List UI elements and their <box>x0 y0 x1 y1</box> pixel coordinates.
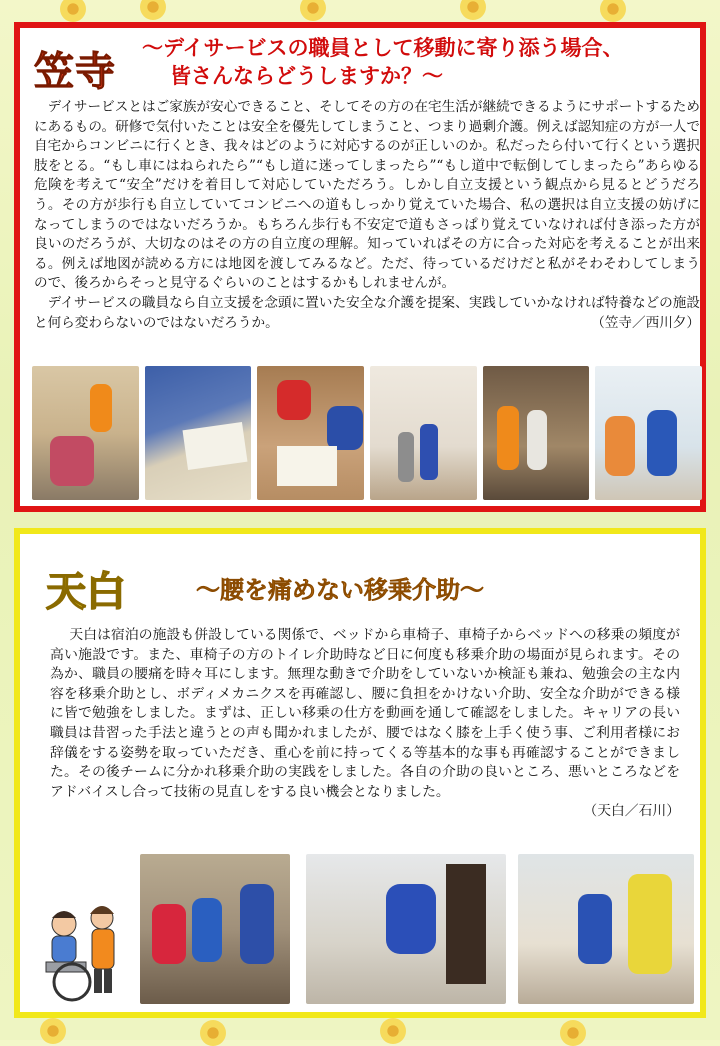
photo-strip <box>32 366 702 500</box>
photo-transfer-practice-2 <box>518 854 694 1004</box>
paragraph-text: デイサービスの職員なら自立支援を念頭に置いた安全な介護を提案、実践していかなければ特養などの施設と何ら変わらないのではないだろうか。 <box>34 294 700 331</box>
caregiver-wheelchair-illustration <box>40 894 132 1004</box>
flower-decoration <box>560 1020 586 1046</box>
article-body <box>50 626 680 822</box>
article-body <box>34 98 700 333</box>
section-title <box>142 34 624 90</box>
photo-corridor-walk <box>483 366 590 500</box>
flower-decoration <box>460 0 486 20</box>
section-kasadera <box>14 22 706 512</box>
flower-decoration <box>380 1018 406 1044</box>
photo-map-study <box>145 366 252 500</box>
flower-decoration <box>600 0 626 22</box>
title-line-2: 皆さんならどうしますか？～ <box>170 63 443 88</box>
photo-study-session <box>140 854 290 1004</box>
paragraph: 天白は宿泊の施設も併設している関係で、ベッドから車椅子、車椅子からベッドへの移乗の頻度が高い施設です。また、車椅子の方のトイレ介助時など日に何度も移乗介助の場面が見られます。その為か、職員の腰痛を時々耳にします。無理な動きで介助をしていないか検証も兼ね、勉強会の主な内容を移乗介助とし、ボディメカニクスを再確認し、腰に負担をかけない介助、安全な介助ができる様に皆で勉強をしました。まずは、正しい移乗の仕方を動画を通して確認をしました。キャリアの長い職員は昔習った手法と違うとの声も聞かれましたが、腰ではなく膝を上手く使う事、ご利用者様にお辞儀をする姿勢を取っていただき、重心を前に持ってくる等基本的な事も再確認することができました。その後チームに分かれ移乗介助の実践をしました。各自の介助の良いところ、悪いところなどをアドバイスし合って技術の見直しをする良い機会となりました。 <box>50 627 680 800</box>
photo-transfer-practice-1 <box>306 854 506 1004</box>
flower-decoration <box>40 1018 66 1044</box>
signature-line <box>50 802 680 822</box>
title-line-1: ～デイサービスの職員として移動に寄り添う場合、 <box>142 35 624 60</box>
flower-decoration <box>200 1020 226 1046</box>
paragraph: デイサービスとはご家族が安心できること、そしてその方の在宅生活が継続できるようにサポートするためにあるもの。研修で気付いたことは安全を優先してしまうこと、つまり過剰介護。例えば認知症の方が一人で自宅からコンビニに行くとき、我々はどのように対応するのが正しいのか。私だったら付いて行くという選択肢をとる。“もし車にはねられたら”“もし道に迷ってしまったら”“もし道中で転倒してしまったら”あらゆる危険を考えて“安全”だけを着目して対応していただろう。しかし自立支援という観点から見るとどうだろう。その方が歩行も自立していてコンビニへの道もしっかり覚えていた場合、私の選択は自立支援の妨げになってしまうのではないだろうか。もちろん歩行も不安定で道もさっぱり覚えていなければ付き添った方が良いのだろうが、大切なのはその方の自立度の理解。知っていればその方に合った対応を考えることが出来る。例えば地図が読める方には地図を渡してみるなど。ただ、待っているだけだと私がそわそわしてしまうので、後ろからそっと見守るぐらいのことはするかもしれませんが。 <box>34 99 700 292</box>
section-title: ～腰を痛めない移乗介助～ <box>196 575 484 604</box>
flower-decoration <box>140 0 166 20</box>
flower-decoration <box>60 0 86 22</box>
photo-walking-assist <box>32 366 139 500</box>
signature: （天白／石川） <box>583 803 680 820</box>
section-tenpaku <box>14 528 706 1018</box>
photo-group-activity <box>595 366 702 500</box>
photo-strip <box>40 854 694 1004</box>
section-name: 天白 <box>46 568 126 615</box>
photo-desk-writing <box>257 366 364 500</box>
signature: （笠寺／西川夕） <box>591 314 700 331</box>
flower-decoration <box>300 0 326 21</box>
photo-hallway <box>370 366 477 500</box>
paragraph <box>34 294 700 333</box>
section-name: 笠寺 <box>34 48 116 95</box>
